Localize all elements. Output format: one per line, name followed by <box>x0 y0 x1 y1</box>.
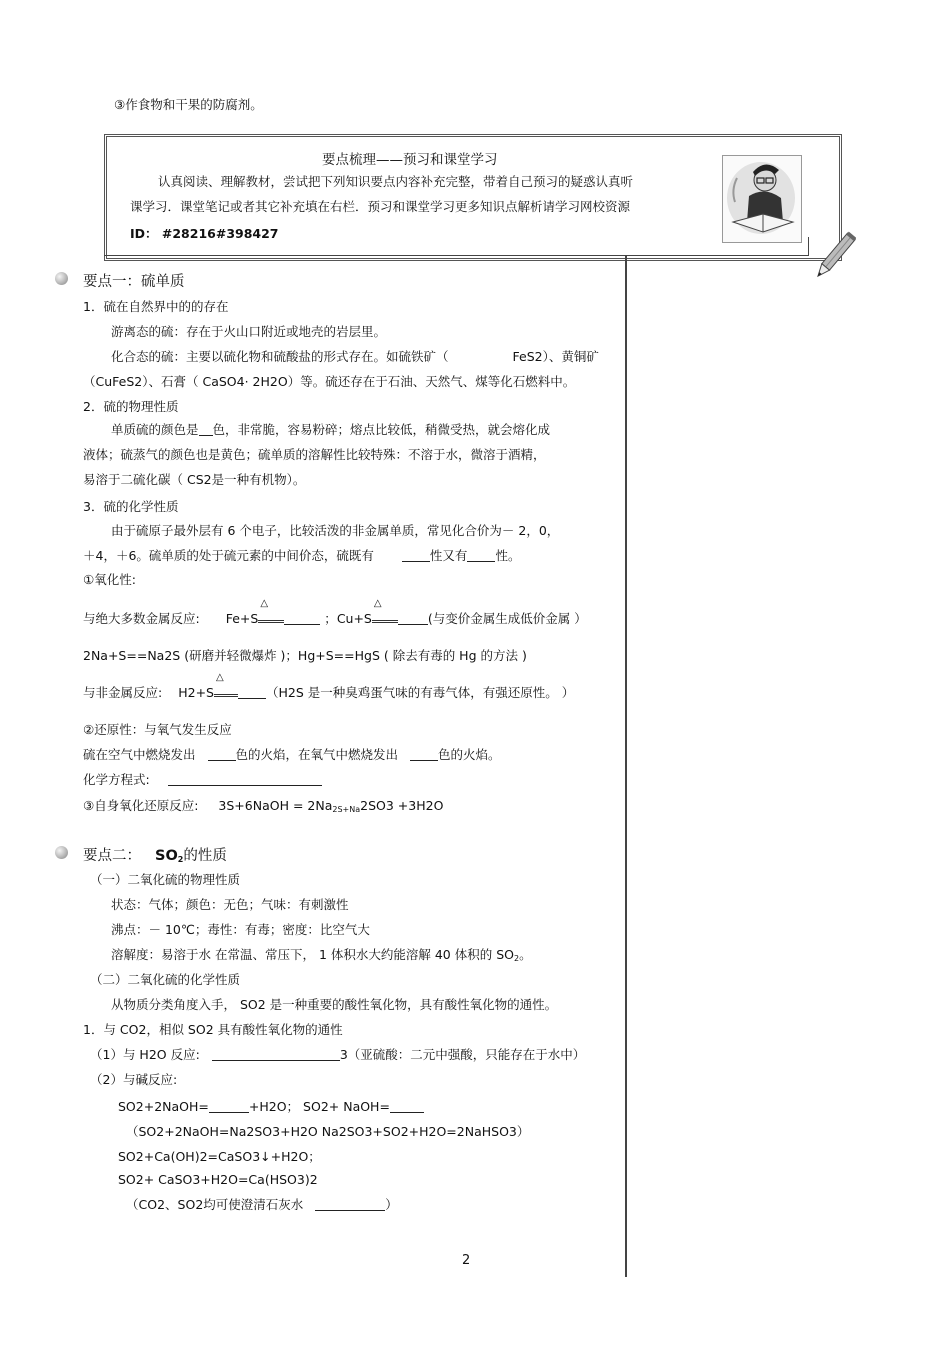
s2-eq3b: 2+Ca(OH) <box>135 1149 200 1164</box>
s2-eq2c: 2SO <box>246 1124 273 1139</box>
s1-ox-h2b: 2+S <box>187 685 214 700</box>
s1-self-redox <box>83 796 443 814</box>
s1-p3-b2: 性又有 <box>429 548 468 563</box>
header-id: ID： #28216#398427 <box>130 226 279 241</box>
s1-self-eq4: 3 +3H <box>385 798 426 813</box>
s2-eq4 <box>118 1172 318 1187</box>
s2-eq2a: （SO <box>126 1124 157 1139</box>
s2-phys-a: 状态：气体；颜色：无色；气味：有刺激性 <box>111 897 349 912</box>
s2-eq4a: SO <box>118 1172 136 1187</box>
s1-p1-c3: 4· 2H <box>236 374 270 389</box>
s1-ox-metal-label: 与绝大多数金属反应: <box>83 611 200 626</box>
s1-h2s-product-blank[interactable] <box>238 686 266 699</box>
s1-ox-h2: H <box>178 685 188 700</box>
s2-eq3d: 3↓+H <box>252 1149 291 1164</box>
s1-p1-c4: 2O）等。硫还存在于石油、天然气、煤等化石燃料中。 <box>269 374 576 389</box>
s1-property-blank-1[interactable] <box>402 549 430 562</box>
s1-p2-head: 2．硫的物理性质 <box>83 399 179 414</box>
heat-triangle-icon: △ <box>260 598 269 609</box>
s1-red-eq <box>83 770 322 788</box>
s1-ox-head: ①氧化性: <box>83 572 136 587</box>
s2-chem-a <box>111 995 557 1013</box>
s1-ox-metal <box>83 598 587 627</box>
s1-cu-product-blank[interactable] <box>398 612 428 625</box>
s2-eq5a: （CO <box>126 1197 158 1212</box>
s2-eq1d: 2O； SO <box>268 1099 321 1114</box>
s2-eq1a: SO <box>118 1099 136 1114</box>
s2-title-post: 的性质 <box>183 848 227 864</box>
heat-triangle-icon: △ <box>216 672 224 683</box>
s1-self-eq2: 2S+Na <box>332 805 361 814</box>
section2-title <box>83 844 227 865</box>
s2-eq4c: 3+H <box>192 1172 221 1187</box>
s2-eq3c: 2=CaSO <box>199 1149 253 1164</box>
section1-title: 要点一：硫单质 <box>83 274 185 290</box>
s2-eq1c: +H <box>248 1099 269 1114</box>
s1-ox-nonmetal-label: 与非金属反应: <box>83 685 163 700</box>
s2-eq4b: 2+ CaSO <box>135 1172 193 1187</box>
s2-eq1 <box>118 1097 424 1115</box>
s1-p2-c1: 易溶于二硫化碳（ CS <box>83 472 204 487</box>
s1-p1-c2: 2）、石膏（ CaSO <box>134 374 237 389</box>
s1-p1-b <box>111 347 599 365</box>
s1-self-eq1: 3S+6NaOH = 2Na <box>218 798 333 813</box>
s1-self-eq5: 2O <box>425 798 444 813</box>
s1-red-head: ②还原性：与氧气发生反应 <box>83 722 232 737</box>
s2-chem-a2: 2 是一种重要的酸性氧化物，具有酸性氧化物的通性。 <box>257 997 558 1012</box>
header-line2: 课学习．课堂笔记或者其它补充填在右栏．预习和课堂学习更多知识点解析请学习网校资源 <box>130 199 631 214</box>
s2-chem-c1: （1）与 H <box>90 1047 149 1062</box>
heat-triangle-icon: △ <box>373 598 382 609</box>
s1-flame-air-blank[interactable] <box>208 748 236 761</box>
s1-self-label: ③自身氧化还原反应: <box>83 798 199 813</box>
s1-p1-c <box>83 372 575 390</box>
s2-eq2i: 2O=2NaHSO <box>428 1124 509 1139</box>
s1-p2-a1: 单质硫的颜色是 <box>111 422 199 437</box>
s1-red-a3: 色的火焰。 <box>438 747 501 762</box>
s2-eq2b: 2+2NaOH=Na <box>156 1124 247 1139</box>
s1-ox-fe: Fe+S <box>225 611 259 626</box>
s1-ox-semicolon: ； <box>324 611 337 626</box>
s1-ox-na1: 2Na+S==Na <box>83 648 165 663</box>
s2-chem-b2: 2，相似 SO <box>138 1022 206 1037</box>
s1-p3-b3: 性。 <box>495 548 521 563</box>
s2-eq1e: 2+ NaOH= <box>320 1099 390 1114</box>
s1-ox-cu: Cu+S <box>336 611 372 626</box>
s1-flame-oxygen-blank[interactable] <box>410 748 438 761</box>
divider-vertical <box>625 255 627 1277</box>
s2-eq2f: 2SO <box>338 1124 365 1139</box>
s1-ox-h2-note2: 2S 是一种臭鸡蛋气味的有毒气体，有强还原性。 ） <box>287 685 575 700</box>
s2-phys-head: （一）二氧化硫的物理性质 <box>90 872 241 887</box>
box-edge-line <box>808 237 809 256</box>
s1-p3-b <box>83 546 520 564</box>
s2-title-so: SO <box>155 848 178 864</box>
s2-eq4f: 2 <box>309 1172 318 1187</box>
header-title: 要点梳理——预习和课堂学习 <box>322 152 498 168</box>
s1-ox-cu-note: (与变价金属生成低价金属 ） <box>427 611 587 626</box>
s2-eq2e: 2O Na <box>299 1124 339 1139</box>
s1-sulfur-color-blank[interactable] <box>199 423 213 436</box>
s2-chem-a1: 从物质分类角度入手， SO <box>111 997 258 1012</box>
s1-p3-head: 3．硫的化学性质 <box>83 499 179 514</box>
s1-p1-b2: FeS <box>512 349 535 364</box>
header-line1: 认真阅读、理解教材，尝试把下列知识要点内容补充完整，带着自己预习的疑惑认真听 <box>158 174 634 189</box>
s2-eq3 <box>118 1147 321 1165</box>
s2-eq2d: 3+H <box>272 1124 300 1139</box>
s2-eq2 <box>126 1122 529 1140</box>
s2-chem-b3: 2 具有酸性氧化物的通性 <box>205 1022 343 1037</box>
divider-horizontal <box>104 255 808 256</box>
s2-eq5 <box>126 1195 398 1213</box>
s1-p3-b1: ＋4，＋6。硫单质的处于硫元素的中间价态，硫既有 <box>83 548 374 563</box>
s1-ox-h2-note: （H <box>266 685 288 700</box>
s1-p1-b1: 化合态的硫：主要以硫化物和硫酸盐的形式存在。如硫铁矿（ <box>111 349 449 364</box>
s2-eq4d: 2O=Ca(HSO <box>220 1172 297 1187</box>
s2-phys-c2: 2 <box>513 954 520 963</box>
s1-equation-blank[interactable] <box>168 773 322 786</box>
s1-ox-nonmetal <box>83 672 575 701</box>
s2-eq4e: 3) <box>296 1172 310 1187</box>
s1-p2-c2: 2是一种有机物）。 <box>203 472 306 487</box>
s2-title-pre: 要点二： <box>83 848 141 864</box>
s2-chem-head: （二）二氧化硫的化学性质 <box>90 972 241 987</box>
student-reading-cartoon <box>722 155 802 243</box>
section1-bullet-icon <box>55 272 68 285</box>
s2-chem-d: （2）与碱反应: <box>90 1072 178 1087</box>
s2-phys-c1: 溶解度：易溶于水 在常温、常压下， 1 体积水大约能溶解 40 体积的 SO <box>111 947 514 962</box>
s1-red-a2: 色的火焰，在氧气中燃烧发出 <box>235 747 399 762</box>
s2-water-reaction-blank[interactable] <box>212 1048 340 1061</box>
s1-p1-b3: 2）、黄铜矿 <box>534 349 599 364</box>
s1-p3-a: 由于硫原子最外层有 6 个电子，比较活泼的非金属单质，常见化合价为－ 2，0， <box>111 523 560 538</box>
s1-red-eq-label: 化学方程式: <box>83 772 150 787</box>
s2-chem-c2: 2O 反应: <box>148 1047 200 1062</box>
s1-red-a <box>83 745 501 763</box>
s1-property-blank-2[interactable] <box>467 549 495 562</box>
s2-chem-c <box>90 1045 585 1063</box>
s1-p2-c <box>83 470 305 488</box>
s2-chem-b1: 1．与 CO <box>83 1022 139 1037</box>
s1-p1-head: 1．硫在自然界中的的存在 <box>83 299 229 314</box>
s1-red-a1: 硫在空气中燃烧发出 <box>83 747 196 762</box>
s2-naoh-product-blank-1[interactable] <box>209 1100 249 1113</box>
s1-ox-na <box>83 646 527 664</box>
s2-eq1b: 2+2NaOH= <box>135 1099 209 1114</box>
s2-chem-b <box>83 1020 343 1038</box>
s1-p2-a2: 色，非常脆，容易粉碎；熔点比较低，稍微受热，就会熔化成 <box>212 422 551 437</box>
s2-phys-b: 沸点：－ 10℃；毒性：有毒；密度：比空气大 <box>111 922 370 937</box>
s2-eq3a: SO <box>118 1149 136 1164</box>
s1-ox-na2: 2S (研磨并轻微爆炸 )；Hg+S==HgS ( 除去有毒的 Hg 的方法 ) <box>164 648 527 663</box>
s2-eq2h: 2+H <box>400 1124 429 1139</box>
s2-eq3e: 2O； <box>290 1149 321 1164</box>
s1-fe-product-blank[interactable] <box>284 612 320 625</box>
page-number: 2 <box>462 1253 471 1268</box>
s2-naoh-product-blank-2[interactable] <box>390 1100 424 1113</box>
s2-eq5d: ） <box>385 1197 398 1212</box>
s2-eq5b: 2、SO <box>157 1197 196 1212</box>
s1-p1-a: 游离态的硫：存在于火山口附近或地壳的岩层里。 <box>111 324 387 339</box>
s2-eq2j: 3） <box>508 1124 530 1139</box>
s1-p1-c1: （CuFeS <box>83 374 135 389</box>
s2-phys-c3: 。 <box>519 947 532 962</box>
top-note: ③作食物和干果的防腐剂。 <box>114 97 263 112</box>
s1-p2-a <box>111 420 550 438</box>
s2-eq5c: 2均可使澄清石灰水 <box>195 1197 304 1212</box>
section2-bullet-icon <box>55 846 68 859</box>
s2-chem-c3: 3（亚硫酸：二元中强酸，只能存在于水中） <box>339 1047 586 1062</box>
pencil-icon <box>812 228 856 286</box>
s2-limewater-blank[interactable] <box>315 1198 385 1211</box>
s2-eq2g: 3+SO <box>364 1124 401 1139</box>
s1-self-eq3: 2SO <box>360 798 386 813</box>
s2-phys-c <box>111 945 532 963</box>
s1-p2-b: 液体；硫蒸气的颜色也是黄色；硫单质的溶解性比较特殊：不溶于水，微溶于酒精， <box>83 447 546 462</box>
s2-title-sub: 2 <box>177 855 184 864</box>
